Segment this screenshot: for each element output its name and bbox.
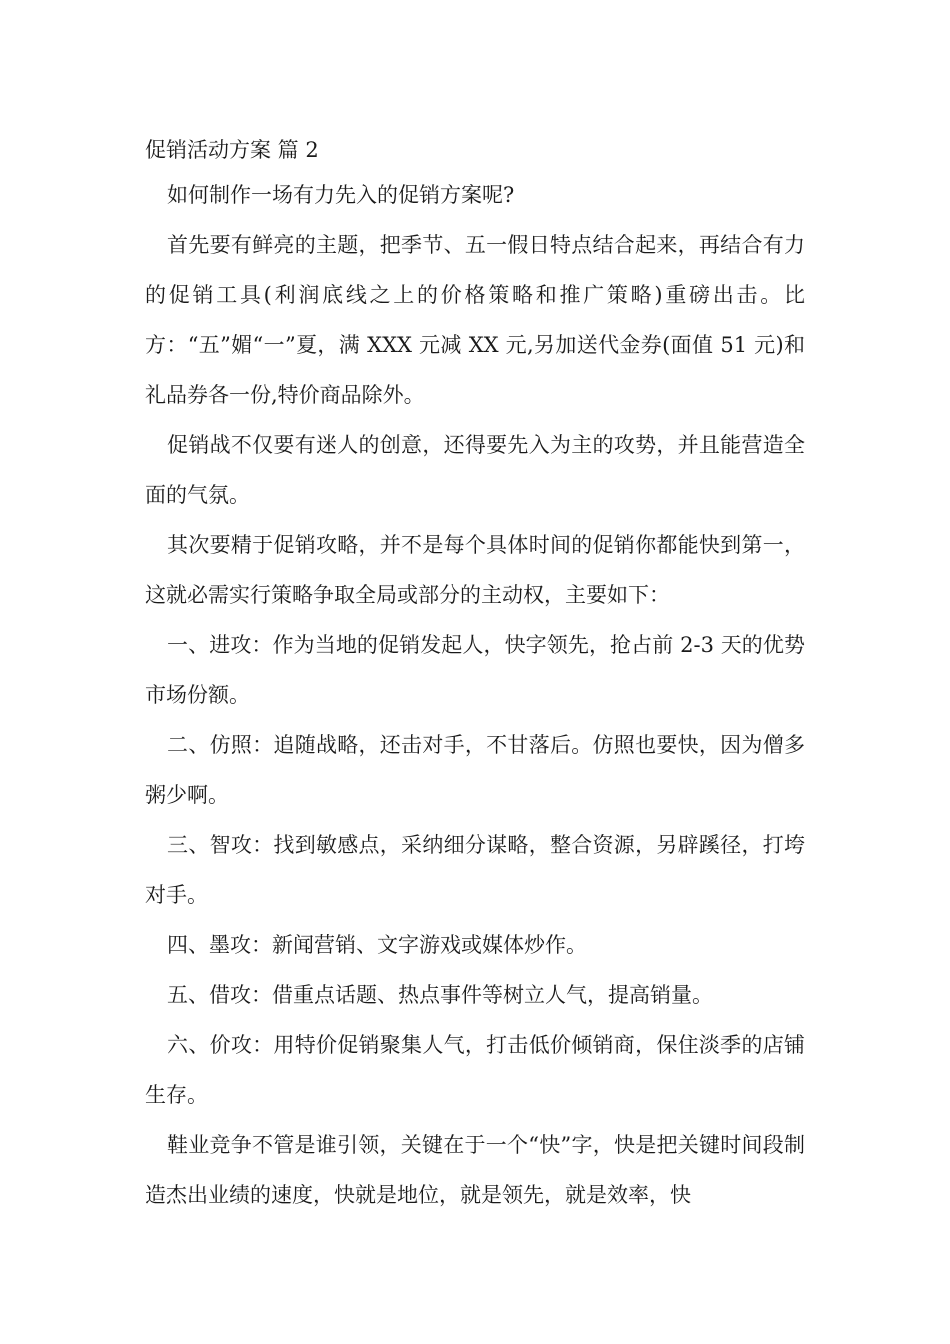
list-item-attack: 一、进攻：作为当地的促销发起人，快字领先，抢占前 2-3 天的优势市场份额。 — [145, 633, 805, 707]
paragraph-strategy: 其次要精于促销攻略，并不是每个具体时间的促销你都能快到第一，这就必需实行策略争取全局或部分的主动权，主要如下： — [145, 533, 805, 607]
list-item-media-attack: 四、墨攻：新闻营销、文字游戏或媒体炒作。 — [167, 933, 588, 957]
paragraph-theme: 首先要有鲜亮的主题，把季节、五一假日特点结合起来，再结合有力的促销工具(利润底线之上的价格策略和推广策略)重磅出击。比方：“五”媚“一”夏，满 XXX 元减 XX 元,另加送代金券(面值 51 元)和礼品券各一份,特价商品除外。 — [145, 233, 805, 407]
section-title: 促销活动方案 篇 2 — [145, 138, 319, 162]
list-item-imitate: 二、仿照：追随战略，还击对手，不甘落后。仿照也要快，因为僧多粥少啊。 — [145, 733, 805, 807]
paragraph-creativity: 促销战不仅要有迷人的创意，还得要先入为主的攻势，并且能营造全面的气氛。 — [145, 433, 805, 507]
paragraph-speed: 鞋业竞争不管是谁引领，关键在于一个“快”字，快是把关键时间段制造杰出业绩的速度，快就是地位，就是领先，就是效率，快 — [145, 1133, 805, 1207]
list-item-smart-attack: 三、智攻：找到敏感点，采纳细分谋略，整合资源，另辟蹊径，打垮对手。 — [145, 833, 805, 907]
list-item-price-attack: 六、价攻：用特价促销聚集人气，打击低价倾销商，保住淡季的店铺生存。 — [145, 1033, 805, 1107]
paragraph-intro-question: 如何制作一场有力先入的促销方案呢? — [167, 183, 515, 207]
list-item-borrow-attack: 五、借攻：借重点话题、热点事件等树立人气，提高销量。 — [167, 983, 714, 1007]
document-body — [145, 130, 805, 1220]
